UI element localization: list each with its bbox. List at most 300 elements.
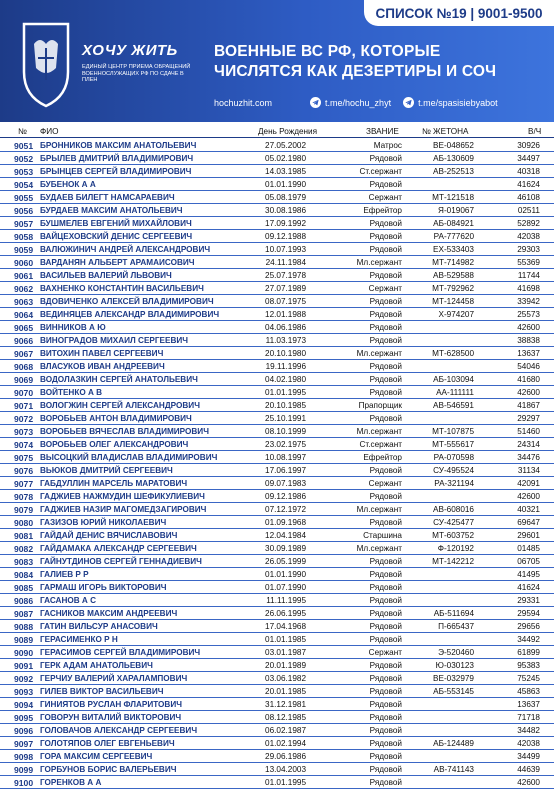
table-row [0,646,554,659]
row-token: ВЕ-032979 [433,673,474,683]
row-birthdate: 19.11.1996 [265,361,306,371]
row-unit: 34497 [517,153,540,163]
row-unit: 54046 [517,361,540,371]
row-token: АВ-608016 [433,504,474,514]
row-name: БРОННИКОВ МАКСИМ АНАТОЛЬЕВИЧ [40,140,197,150]
row-number: 9076 [14,465,34,476]
row-name: БУРДАЕВ МАКСИМ АНАТОЛЬЕВИЧ [40,205,183,215]
row-rank: Рядовой [369,231,402,241]
row-number: 9070 [14,387,34,398]
row-number: 9057 [14,218,34,229]
row-token: АВ-529588 [433,270,474,280]
row-rank: Рядовой [369,660,402,670]
headline-line-1: ВОЕННЫЕ ВС РФ, КОТОРЫЕ [214,43,441,60]
row-name: ГОРБУНОВ БОРИС ВАЛЕРЬЕВИЧ [40,764,177,774]
header-banner [0,0,554,122]
row-rank: Рядовой [369,556,402,566]
row-birthdate: 01.01.1990 [265,569,306,579]
row-birthdate: 01.01.1985 [265,634,306,644]
row-unit: 44639 [517,764,540,774]
row-birthdate: 05.08.1979 [265,192,306,202]
row-name: ВЫСОЦКИЙ ВЛАДИСЛАВ ВЛАДИМИРОВИЧ [40,452,218,462]
row-number: 9064 [14,309,34,320]
row-name: БУБЕНОК А А [40,179,96,189]
row-token: АБ-103094 [433,374,474,384]
row-token: МТ-603752 [432,530,474,540]
row-token: АБ-130609 [433,153,474,163]
row-rank: Сержант [368,192,402,202]
row-rank: Рядовой [369,621,402,631]
row-name: ГАЛИЕВ Р Р [40,569,89,579]
table-row [0,711,554,724]
row-name: ГАЙДАЙ ДЕНИС ВЯЧИСЛАВОВИЧ [40,530,178,540]
row-name: ВАХНЕНКО КОНСТАНТИН ВАСИЛЬЕВИЧ [40,283,204,293]
row-number: 9092 [14,673,34,684]
row-unit: 42038 [517,738,540,748]
row-number: 9060 [14,257,34,268]
row-number: 9079 [14,504,34,515]
row-name: ВОРОБЬЕВ АНТОН ВЛАДИМИРОВИЧ [40,413,192,423]
row-name: ГАТИН ВИЛЬСУР АНАСОВИЧ [40,621,158,631]
row-name: ГАЙНУТДИНОВ СЕРГЕЙ ГЕННАДИЕВИЧ [40,556,202,566]
row-name: ВОЙТЕНКО А В [40,387,103,397]
table-row [0,776,554,789]
row-birthdate: 08.12.1985 [265,712,306,722]
row-number: 9085 [14,582,34,593]
row-number: 9088 [14,621,34,632]
contact-links [214,97,510,108]
row-number: 9058 [14,231,34,242]
col-unit-header: В/Ч [528,127,542,136]
row-token: Э-520460 [438,647,474,657]
row-unit: 29331 [517,595,540,605]
row-name: ВОРОБЬЕВ ВЯЧЕСЛАВ ВЛАДИМИРОВИЧ [40,426,209,436]
row-unit: 29297 [517,413,540,423]
row-birthdate: 03.01.1987 [265,647,306,657]
row-number: 9089 [14,634,34,645]
table-row [0,217,554,230]
row-rank: Ефрейтор [363,452,402,462]
row-number: 9065 [14,322,34,333]
row-rank: Ст.сержант [359,439,402,449]
row-name: ГАРМАШ ИГОРЬ ВИКТОРОВИЧ [40,582,167,592]
row-number: 9052 [14,153,34,164]
row-name: БУШМЕЛЕВ ЕВГЕНИЙ МИХАЙЛОВИЧ [40,218,192,228]
row-birthdate: 26.06.1995 [265,608,306,618]
row-rank: Рядовой [369,751,402,761]
row-name: ГОЛОВАЧОВ АЛЕКСАНДР СЕРГЕЕВИЧ [40,725,198,735]
row-unit: 42600 [517,777,540,787]
row-rank: Рядовой [369,465,402,475]
row-token: РА-777620 [433,231,474,241]
row-name: ГЕРАСИМЕНКО Р Н [40,634,118,644]
table-row [0,269,554,282]
row-number: 9078 [14,491,34,502]
row-birthdate: 20.10.1980 [265,348,306,358]
row-rank: Рядовой [369,569,402,579]
table-row [0,464,554,477]
headline-line-2: ЧИСЛЯТСЯ КАК ДЕЗЕРТИРЫ И СОЧ [214,63,497,80]
table-row [0,360,554,373]
telegram-icon [403,97,414,108]
row-token: МТ-714982 [432,257,474,267]
row-token: СУ-495524 [433,465,474,475]
row-birthdate: 08.07.1975 [265,296,306,306]
table-row [0,204,554,217]
row-rank: Рядовой [369,309,402,319]
row-birthdate: 20.10.1985 [265,400,306,410]
table-row [0,425,554,438]
row-name: ВИННИКОВ А Ю [40,322,106,332]
row-birthdate: 09.07.1983 [265,478,306,488]
col-no-header: № [18,127,27,136]
row-name: ВЕДИНЯЦЕВ АЛЕКСАНДР ВЛАДИМИРОВИЧ [40,309,220,319]
row-unit: 61899 [517,647,540,657]
row-token: П-665437 [438,621,474,631]
row-birthdate: 11.03.1973 [265,335,306,345]
row-name: БУДАЕВ БИЛЕГТ НАМСАРАЕВИЧ [40,192,175,202]
row-name: ВИНОГРАДОВ МИХАИЛ СЕРГЕЕВИЧ [40,335,188,345]
row-birthdate: 25.10.1991 [265,413,306,423]
table-row [0,412,554,425]
row-unit: 02511 [517,205,540,215]
row-birthdate: 01.02.1994 [265,738,306,748]
row-unit: 24314 [517,439,540,449]
row-birthdate: 01.01.1990 [265,179,306,189]
table-row [0,763,554,776]
row-name: ВДОВИЧЕНКО АЛЕКСЕЙ ВЛАДИМИРОВИЧ [40,296,214,306]
telegram-link-1[interactable]: t.me/hochu_zhyt [310,97,391,108]
row-rank: Рядовой [369,218,402,228]
row-rank: Рядовой [369,413,402,423]
row-rank: Сержант [368,647,402,657]
row-unit: 25573 [517,309,540,319]
row-rank: Рядовой [369,517,402,527]
row-birthdate: 30.09.1989 [265,543,306,553]
row-token: АБ-511694 [433,608,474,618]
table-row [0,568,554,581]
row-name: ГИЛЕВ ВИКТОР ВАСИЛЬЕВИЧ [40,686,164,696]
row-number: 9061 [14,270,34,281]
row-unit: 41698 [517,283,540,293]
row-rank: Рядовой [369,699,402,709]
table-row [0,542,554,555]
row-birthdate: 01.01.1995 [265,777,306,787]
row-number: 9056 [14,205,34,216]
row-name: ГАСНИКОВ МАКСИМ АНДРЕЕВИЧ [40,608,178,618]
table-body [0,139,554,789]
row-birthdate: 23.02.1975 [265,439,306,449]
row-unit: 40321 [517,504,540,514]
row-unit: 33942 [517,296,540,306]
row-number: 9096 [14,725,34,736]
row-birthdate: 11.11.1995 [266,595,306,605]
row-birthdate: 24.11.1984 [265,257,306,267]
table-row [0,282,554,295]
row-name: ГАСАНОВ А С [40,595,97,605]
row-birthdate: 20.01.1989 [265,660,306,670]
row-number: 9099 [14,764,34,775]
row-unit: 42091 [517,478,540,488]
row-unit: 42038 [517,231,540,241]
row-unit: 41680 [517,374,540,384]
row-token: Ф-120192 [437,543,474,553]
row-rank: Рядовой [369,738,402,748]
row-birthdate: 09.12.1988 [265,231,306,241]
table-row [0,581,554,594]
row-rank: Прапорщик [358,400,402,410]
row-number: 9063 [14,296,34,307]
row-birthdate: 09.12.1986 [265,491,306,501]
row-token: МТ-107875 [432,426,474,436]
row-birthdate: 12.01.1988 [265,309,306,319]
row-unit: 29303 [517,244,540,254]
table-row [0,152,554,165]
row-name: ВОДОЛАЗКИН СЕРГЕЙ АНАТОЛЬЕВИЧ [40,374,198,384]
table-row [0,750,554,763]
row-unit: 29594 [517,608,540,618]
row-token: АВ-546591 [433,400,474,410]
row-token: ЕХ-533403 [433,244,474,254]
row-birthdate: 20.01.1985 [265,686,306,696]
row-name: ГЕРЧИУ ВАЛЕРИЙ ХАРАЛАМПОВИЧ [40,673,188,683]
row-token: АВ-252513 [433,166,474,176]
row-name: ВИТОХИН ПАВЕЛ СЕРГЕЕВИЧ [40,348,164,358]
row-number: 9094 [14,699,34,710]
row-unit: 13637 [517,348,540,358]
row-name: ВЬЮКОВ ДМИТРИЙ СЕРГЕЕВИЧ [40,465,173,475]
row-unit: 42600 [517,387,540,397]
table-row [0,672,554,685]
row-rank: Мл.сержант [356,543,402,553]
row-name: ВОЛОГЖИН СЕРГЕЙ АЛЕКСАНДРОВИЧ [40,400,200,410]
row-birthdate: 27.07.1989 [265,283,306,293]
row-unit: 34482 [517,725,540,735]
row-name: ВАРДАНЯН АЛЬБЕРТ АРАМАИСОВИЧ [40,257,195,267]
row-birthdate: 17.09.1992 [265,218,306,228]
row-unit: 30926 [517,140,540,150]
telegram-link-2[interactable]: t.me/spasisiebyabot [403,97,498,108]
row-token: АБ-124489 [433,738,474,748]
row-unit: 29601 [517,530,540,540]
row-rank: Мл.сержант [356,348,402,358]
row-number: 9090 [14,647,34,658]
row-rank: Матрос [373,140,402,150]
row-number: 9055 [14,192,34,203]
row-number: 9091 [14,660,34,671]
row-unit: 42600 [517,322,540,332]
row-number: 9071 [14,400,34,411]
row-token: Х-974207 [438,309,474,319]
row-number: 9077 [14,478,34,489]
row-rank: Рядовой [369,725,402,735]
row-rank: Рядовой [369,686,402,696]
row-birthdate: 26.05.1999 [265,556,306,566]
row-unit: 34499 [517,751,540,761]
row-rank: Старшина [363,530,402,540]
row-rank: Рядовой [369,491,402,501]
row-rank: Ефрейтор [363,205,402,215]
table-row [0,490,554,503]
row-token: МТ-555617 [432,439,474,449]
row-number: 9083 [14,556,34,567]
row-unit: 51460 [517,426,540,436]
row-number: 9082 [14,543,34,554]
site-link[interactable]: hochuzhit.com [214,97,273,108]
row-birthdate: 14.03.1985 [265,166,306,176]
row-birthdate: 10.08.1997 [265,452,306,462]
col-name-header: ФИО [40,127,59,136]
table-row [0,230,554,243]
row-birthdate: 05.02.1980 [265,153,306,163]
row-number: 9062 [14,283,34,294]
row-unit: 11744 [517,270,540,280]
row-token: Я-019067 [438,205,474,215]
row-number: 9068 [14,361,34,372]
row-birthdate: 25.07.1978 [265,270,306,280]
row-rank: Ст.сержант [359,166,402,176]
row-unit: 31134 [517,465,540,475]
row-number: 9087 [14,608,34,619]
telegram-icon [310,97,321,108]
row-rank: Рядовой [369,244,402,254]
row-number: 9075 [14,452,34,463]
table-row [0,438,554,451]
row-token: ВЕ-048652 [433,140,474,150]
row-birthdate: 17.06.1997 [265,465,306,475]
crest-emblem-icon [16,18,76,110]
row-rank: Рядовой [369,582,402,592]
row-name: ВАЙЦЕХОВСКИЙ ДЕНИС СЕРГЕЕВИЧ [40,231,193,241]
row-name: БРЫНЦЕВ СЕРГЕЙ ВЛАДИМИРОВИЧ [40,166,192,176]
row-rank: Рядовой [369,634,402,644]
row-name: ГАБДУЛЛИН МАРСЕЛЬ МАРАТОВИЧ [40,478,188,488]
row-name: ГОРЕНКОВ А А [40,777,102,787]
row-token: МТ-121518 [432,192,474,202]
row-birthdate: 08.10.1999 [265,426,306,436]
table-row [0,477,554,490]
col-rank-header: ЗВАНИЕ [366,127,399,136]
row-rank: Рядовой [369,296,402,306]
table-row [0,594,554,607]
row-number: 9098 [14,751,34,762]
row-unit: 40318 [517,166,540,176]
row-name: ГАДЖИЕВ НАЗИР МАГОМЕДЗАГИРОВИЧ [40,504,207,514]
table-row [0,685,554,698]
row-number: 9097 [14,738,34,749]
row-number: 9059 [14,244,34,255]
row-birthdate: 30.08.1986 [265,205,306,215]
row-rank: Рядовой [369,361,402,371]
row-birthdate: 29.06.1986 [265,751,306,761]
row-birthdate: 04.02.1980 [265,374,306,384]
row-token: МТ-124458 [432,296,474,306]
row-unit: 95383 [517,660,540,670]
table-row [0,321,554,334]
row-birthdate: 10.07.1993 [265,244,306,254]
row-number: 9069 [14,374,34,385]
row-rank: Рядовой [369,335,402,345]
row-name: ГОВОРУН ВИТАЛИЙ ВИКТОРОВИЧ [40,712,182,722]
headline [214,42,496,82]
row-number: 9093 [14,686,34,697]
row-number: 9067 [14,348,34,359]
row-name: ВОРОБЬЕВ ОЛЕГ АЛЕКСАНДРОВИЧ [40,439,189,449]
row-rank: Рядовой [369,179,402,189]
row-rank: Мл.сержант [356,426,402,436]
table-row [0,308,554,321]
row-birthdate: 01.01.1995 [265,387,306,397]
row-number: 9095 [14,712,34,723]
row-name: ГЕРАСИМОВ СЕРГЕЙ ВЛАДИМИРОВИЧ [40,647,201,657]
row-number: 9066 [14,335,34,346]
row-rank: Рядовой [369,322,402,332]
row-number: 9053 [14,166,34,177]
row-rank: Рядовой [369,608,402,618]
row-name: ГАЙДАМАКА АЛЕКСАНДР СЕРГЕЕВИЧ [40,543,197,553]
row-rank: Рядовой [369,764,402,774]
row-number: 9100 [14,777,34,788]
table-row [0,620,554,633]
row-unit: 06705 [517,556,540,566]
logo-title: ХОЧУ ЖИТЬ [82,42,178,59]
table-row [0,399,554,412]
row-birthdate: 07.12.1972 [265,504,306,514]
list-number-tag: СПИСОК №19 | 9001-9500 [364,0,554,26]
table-row [0,503,554,516]
row-unit: 29656 [517,621,540,631]
row-birthdate: 03.06.1982 [265,673,306,683]
table-row [0,698,554,711]
row-rank: Рядовой [369,595,402,605]
row-token: СУ-425477 [433,517,474,527]
row-token: МТ-792962 [432,283,474,293]
row-rank: Мл.сержант [356,257,402,267]
table-row [0,529,554,542]
row-token: АА-111111 [436,387,474,397]
row-birthdate: 17.04.1968 [265,621,306,631]
table-row [0,139,554,152]
row-number: 9073 [14,426,34,437]
table-row [0,295,554,308]
row-name: ВАЛЮЖИНИЧ АНДРЕЙ АЛЕКСАНДРОВИЧ [40,244,211,254]
row-unit: 01485 [517,543,540,553]
row-number: 9074 [14,439,34,450]
table-row [0,555,554,568]
row-birthdate: 31.12.1981 [265,699,306,709]
table-row [0,737,554,750]
row-rank: Рядовой [369,387,402,397]
table-header [0,127,554,138]
row-unit: 69647 [517,517,540,527]
row-unit: 42600 [517,491,540,501]
row-name: ГЕРК АДАМ АНАТОЛЬЕВИЧ [40,660,153,670]
row-name: ГИНИЯТОВ РУСЛАН ФЛАРИТОВИЧ [40,699,182,709]
table-row [0,516,554,529]
row-birthdate: 12.04.1984 [265,530,306,540]
row-token: РА-321194 [434,478,474,488]
row-unit: 41867 [517,400,540,410]
row-unit: 41624 [517,582,540,592]
row-unit: 34476 [517,452,540,462]
row-unit: 13637 [517,699,540,709]
row-unit: 75245 [517,673,540,683]
logo-subtitle: ЕДИНЫЙ ЦЕНТР ПРИЕМА ОБРАЩЕНИЙ ВОЕННОСЛУЖАЩИХ РФ ПО СДАЧЕ В ПЛЕН [82,64,191,84]
row-token: АБ-553145 [433,686,474,696]
row-name: ВЛАСУКОВ ИВАН АНДРЕЕВИЧ [40,361,165,371]
row-unit: 41495 [517,569,540,579]
table-row [0,191,554,204]
